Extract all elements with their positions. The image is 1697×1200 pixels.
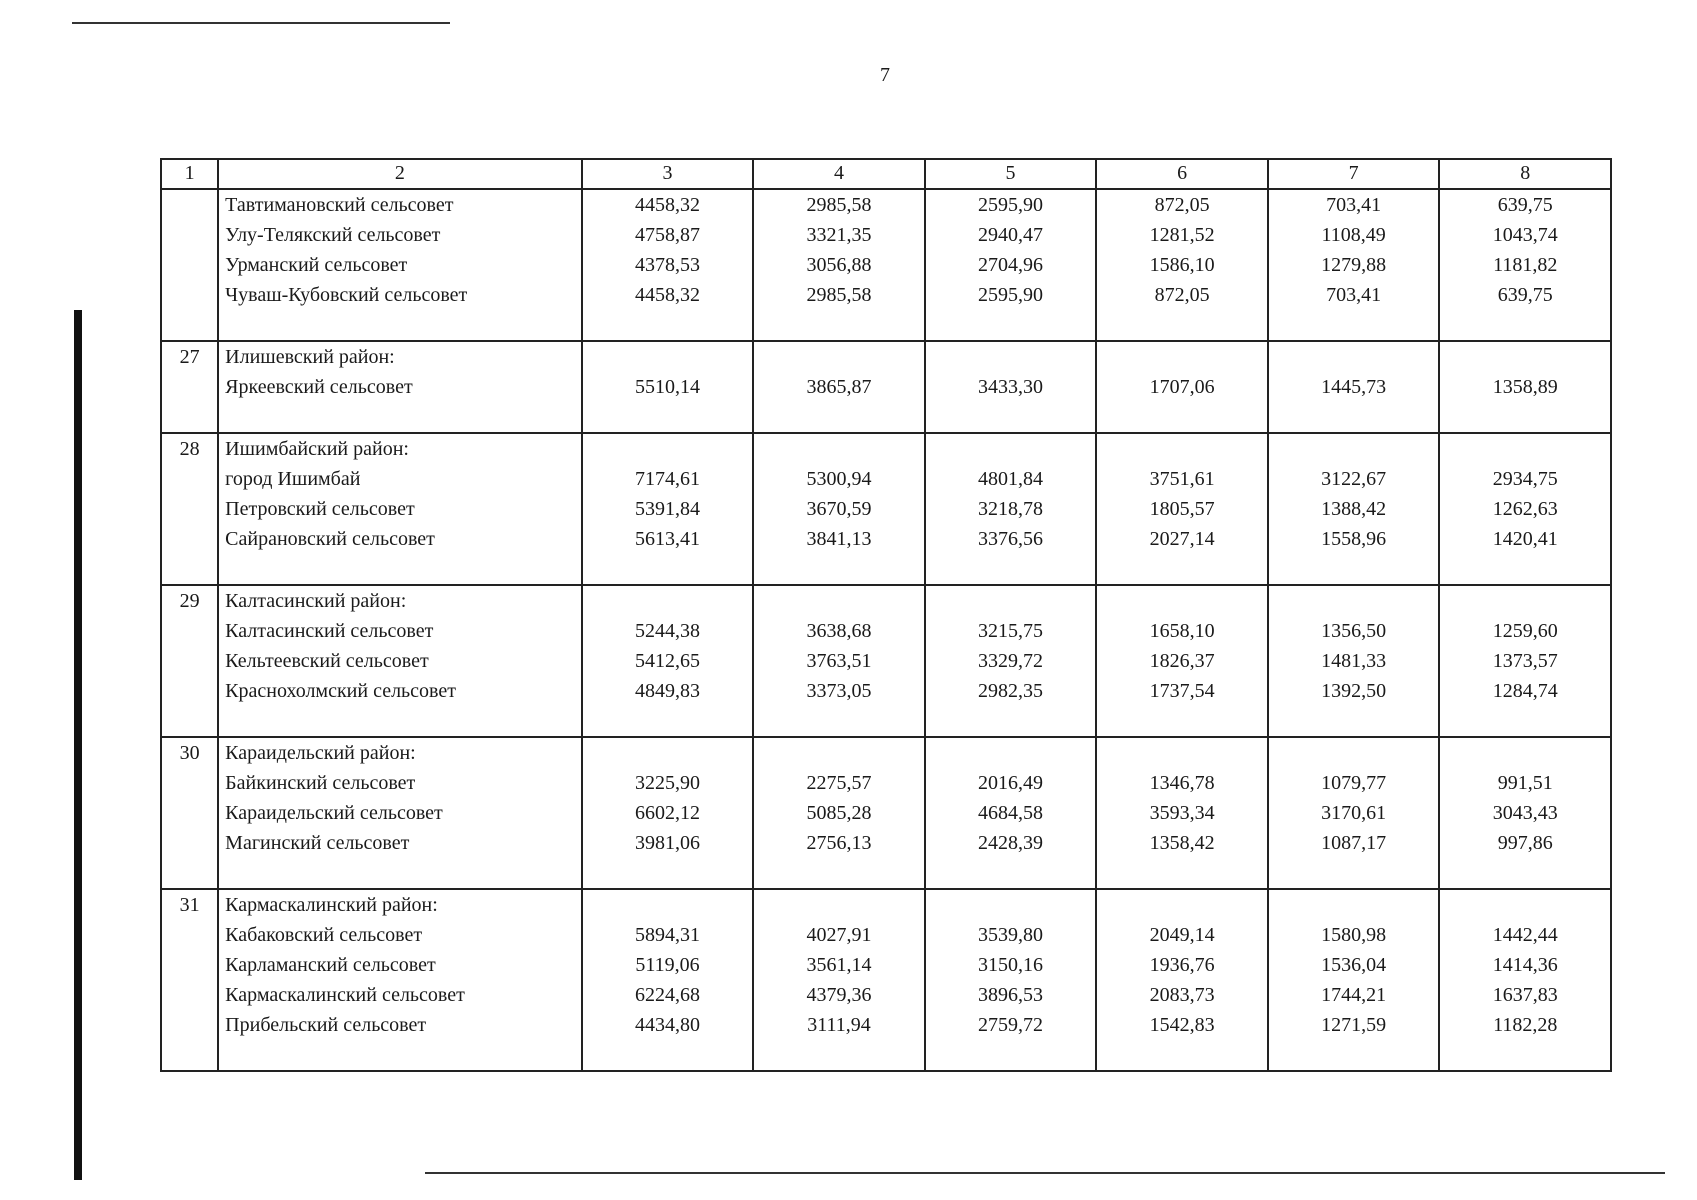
value-cell-col-6: [1096, 433, 1268, 585]
value: 6602,12: [634, 802, 700, 824]
title-spacer: [1446, 434, 1604, 464]
value: 1181,82: [1493, 254, 1558, 276]
value: 3376,56: [978, 528, 1044, 550]
value: 1373,57: [1492, 650, 1558, 672]
value-cell-col-6: [1096, 585, 1268, 737]
title-spacer: [589, 738, 747, 768]
row-number: 31: [179, 894, 200, 916]
value: 1356,50: [1321, 620, 1387, 642]
value-cell-col-4: [753, 585, 925, 737]
value: 1481,33: [1321, 650, 1387, 672]
value: 3170,61: [1321, 802, 1387, 824]
value: 3321,35: [806, 224, 872, 246]
value-cell-col-4: [753, 189, 925, 341]
row-padding: [225, 706, 575, 736]
value: 7174,61: [634, 468, 700, 490]
title-spacer: [1275, 342, 1433, 372]
value: 5412,65: [634, 650, 700, 672]
value: 5085,28: [806, 802, 872, 824]
title-spacer: [760, 738, 918, 768]
settlement-name: Чуваш-Кубовский сельсовет: [225, 284, 468, 306]
row-number-cell: [161, 341, 218, 433]
district-title: Ишимбайский район:: [225, 438, 409, 460]
value: 1271,59: [1321, 1014, 1387, 1036]
title-spacer: [1446, 342, 1604, 372]
value-cell-col-3: [582, 433, 754, 585]
header-cell: 6: [1096, 159, 1268, 189]
settlement-name: Байкинский сельсовет: [225, 772, 416, 794]
value-cell-col-3: [582, 737, 754, 889]
row-number: 29: [179, 590, 200, 612]
settlement-name: Краснохолмский сельсовет: [225, 680, 457, 702]
name-cell: [218, 585, 582, 737]
header-cell: 2: [218, 159, 582, 189]
title-spacer: [932, 738, 1090, 768]
row-number: 30: [179, 742, 200, 764]
value-cell-col-3: [582, 341, 754, 433]
settlement-name: город Ишимбай: [225, 468, 361, 490]
value: 3670,59: [806, 498, 872, 520]
title-spacer: [589, 890, 747, 920]
district-title: Илишевский район:: [225, 346, 395, 368]
value: 2595,90: [978, 284, 1044, 306]
value: 1182,28: [1493, 1014, 1558, 1036]
value: 1414,36: [1492, 954, 1558, 976]
value: 4801,84: [978, 468, 1044, 490]
value: 2985,58: [806, 194, 872, 216]
value: 6224,68: [634, 984, 700, 1006]
value: 872,05: [1154, 194, 1210, 216]
table-row: [161, 433, 1611, 585]
value: 3561,14: [806, 954, 872, 976]
title-spacer: [932, 890, 1090, 920]
settlement-name: Тавтимановский сельсовет: [225, 194, 454, 216]
value: 1542,83: [1149, 1014, 1215, 1036]
value: 1826,37: [1149, 650, 1215, 672]
value: 2704,96: [978, 254, 1044, 276]
value: 1281,52: [1149, 224, 1215, 246]
header-cell: 3: [582, 159, 754, 189]
title-spacer: [760, 342, 918, 372]
value: 2985,58: [806, 284, 872, 306]
header-cell: 1: [161, 159, 218, 189]
value: 1744,21: [1321, 984, 1387, 1006]
name-cell: [218, 737, 582, 889]
value: 1936,76: [1149, 954, 1215, 976]
settlement-name: Кабаковский сельсовет: [225, 924, 423, 946]
value: 5244,38: [634, 620, 700, 642]
value: 1388,42: [1321, 498, 1387, 520]
value: 1420,41: [1492, 528, 1558, 550]
table-row: [161, 889, 1611, 1071]
value: 703,41: [1326, 284, 1382, 306]
value-cell-col-8: [1439, 889, 1611, 1071]
value: 3056,88: [806, 254, 872, 276]
row-number-cell: [161, 889, 218, 1071]
title-spacer: [589, 342, 747, 372]
value: 5613,41: [634, 528, 700, 550]
row-padding: [225, 402, 575, 432]
row-number-cell: [161, 189, 218, 341]
district-title: Калтасинский район:: [225, 590, 407, 612]
value-cell-col-8: [1439, 341, 1611, 433]
value: 3638,68: [806, 620, 872, 642]
title-spacer: [589, 434, 747, 464]
value: 3218,78: [978, 498, 1044, 520]
value: 2756,13: [806, 832, 872, 854]
scan-artifact-top-line: [72, 22, 450, 24]
value: 1392,50: [1321, 680, 1387, 702]
row-number: 28: [179, 438, 200, 460]
value-cell-col-4: [753, 737, 925, 889]
value: 3373,05: [806, 680, 872, 702]
settlement-name: Петровский сельсовет: [225, 498, 415, 520]
value: 5391,84: [634, 498, 700, 520]
value: 5119,06: [635, 954, 700, 976]
title-spacer: [1275, 434, 1433, 464]
value: 1445,73: [1321, 376, 1387, 398]
value: 3150,16: [978, 954, 1044, 976]
value: 639,75: [1497, 194, 1553, 216]
settlement-name: Калтасинский сельсовет: [225, 620, 434, 642]
settlement-name: Караидельский сельсовет: [225, 802, 443, 824]
value: 2982,35: [978, 680, 1044, 702]
value: 2049,14: [1149, 924, 1215, 946]
value: 4458,32: [634, 194, 700, 216]
row-padding: [225, 310, 575, 340]
value: 5510,14: [634, 376, 700, 398]
table-row: [161, 341, 1611, 433]
value-cell-col-8: [1439, 189, 1611, 341]
district-title: Караидельский район:: [225, 742, 416, 764]
value-cell-col-7: [1268, 737, 1440, 889]
value-cell-col-5: [925, 889, 1097, 1071]
row-number-cell: [161, 737, 218, 889]
value: 1580,98: [1321, 924, 1387, 946]
value-cell-col-6: [1096, 341, 1268, 433]
value: 3329,72: [978, 650, 1044, 672]
value-cell-col-8: [1439, 585, 1611, 737]
value: 3433,30: [978, 376, 1044, 398]
value: 3215,75: [978, 620, 1044, 642]
value: 2595,90: [978, 194, 1044, 216]
value: 1707,06: [1149, 376, 1215, 398]
value: 3122,67: [1321, 468, 1387, 490]
title-spacer: [1275, 738, 1433, 768]
header-cell: 5: [925, 159, 1097, 189]
value: 2940,47: [978, 224, 1044, 246]
value-cell-col-7: [1268, 341, 1440, 433]
scan-artifact-left-edge: [74, 310, 82, 1180]
value: 4758,87: [634, 224, 700, 246]
value-cell-col-7: [1268, 889, 1440, 1071]
value: 1262,63: [1492, 498, 1558, 520]
value: 3539,80: [978, 924, 1044, 946]
value: 1346,78: [1149, 772, 1215, 794]
title-spacer: [1446, 738, 1604, 768]
value: 2934,75: [1492, 468, 1558, 490]
value: 3896,53: [978, 984, 1044, 1006]
title-spacer: [760, 434, 918, 464]
row-padding: [225, 858, 575, 888]
value: 639,75: [1497, 284, 1553, 306]
value: 1087,17: [1321, 832, 1387, 854]
title-spacer: [932, 586, 1090, 616]
value: 2027,14: [1149, 528, 1215, 550]
value-cell-col-4: [753, 889, 925, 1071]
value: 703,41: [1326, 194, 1382, 216]
value: 3751,61: [1149, 468, 1215, 490]
value-cell-col-8: [1439, 737, 1611, 889]
district-title: Кармаскалинский район:: [225, 894, 438, 916]
settlement-name: Магинский сельсовет: [225, 832, 410, 854]
title-spacer: [760, 890, 918, 920]
value: 1586,10: [1149, 254, 1215, 276]
value-cell-col-5: [925, 433, 1097, 585]
value-cell-col-3: [582, 585, 754, 737]
page-number: 7: [880, 64, 890, 86]
value-cell-col-3: [582, 189, 754, 341]
row-padding: [225, 1040, 575, 1070]
row-number-cell: [161, 585, 218, 737]
value-cell-col-4: [753, 341, 925, 433]
header-cell: 7: [1268, 159, 1440, 189]
title-spacer: [1275, 890, 1433, 920]
value: 1279,88: [1321, 254, 1387, 276]
value: 1737,54: [1149, 680, 1215, 702]
title-spacer: [1275, 586, 1433, 616]
row-padding: [225, 554, 575, 584]
value: 1805,57: [1149, 498, 1215, 520]
value: 1658,10: [1149, 620, 1215, 642]
value: 3593,34: [1149, 802, 1215, 824]
value: 4684,58: [978, 802, 1044, 824]
title-spacer: [760, 586, 918, 616]
settlement-name: Прибельский сельсовет: [225, 1014, 427, 1036]
value: 1442,44: [1492, 924, 1558, 946]
row-number-cell: [161, 433, 218, 585]
header-cell: 8: [1439, 159, 1611, 189]
value: 4378,53: [634, 254, 700, 276]
value-cell-col-7: [1268, 433, 1440, 585]
name-cell: [218, 189, 582, 341]
value: 1043,74: [1492, 224, 1558, 246]
value: 3981,06: [634, 832, 700, 854]
settlement-name: Кармаскалинский сельсовет: [225, 984, 465, 1006]
value-cell-col-6: [1096, 737, 1268, 889]
title-spacer: [1103, 342, 1261, 372]
name-cell: [218, 433, 582, 585]
value-cell-col-7: [1268, 585, 1440, 737]
value: 1108,49: [1321, 224, 1386, 246]
row-number: 27: [179, 346, 200, 368]
title-spacer: [589, 586, 747, 616]
value: 3111,94: [807, 1014, 871, 1036]
value: 4379,36: [806, 984, 872, 1006]
name-cell: [218, 889, 582, 1071]
value: 2275,57: [806, 772, 872, 794]
name-cell: [218, 341, 582, 433]
value-cell-col-7: [1268, 189, 1440, 341]
value: 1358,89: [1492, 376, 1558, 398]
value: 1637,83: [1492, 984, 1558, 1006]
title-spacer: [1103, 890, 1261, 920]
title-spacer: [932, 434, 1090, 464]
value-cell-col-3: [582, 889, 754, 1071]
header-row: [161, 159, 1611, 189]
settlement-name: Урманский сельсовет: [225, 254, 408, 276]
table-row: [161, 585, 1611, 737]
table-row: [161, 737, 1611, 889]
value: 991,51: [1497, 772, 1553, 794]
header-cell: 4: [753, 159, 925, 189]
title-spacer: [1103, 586, 1261, 616]
value: 5894,31: [634, 924, 700, 946]
value: 4434,80: [634, 1014, 700, 1036]
title-spacer: [932, 342, 1090, 372]
value: 997,86: [1497, 832, 1553, 854]
value-cell-col-5: [925, 585, 1097, 737]
value-cell-col-5: [925, 341, 1097, 433]
value-cell-col-6: [1096, 889, 1268, 1071]
settlement-name: Яркеевский сельсовет: [225, 376, 413, 398]
value: 5300,94: [806, 468, 872, 490]
value: 4849,83: [634, 680, 700, 702]
value: 1558,96: [1321, 528, 1387, 550]
row-number: [168, 190, 211, 220]
settlement-name: Кельтеевский сельсовет: [225, 650, 429, 672]
value: 3763,51: [806, 650, 872, 672]
value: 3043,43: [1492, 802, 1558, 824]
scan-artifact-bottom-line: [425, 1172, 1665, 1174]
value: 4027,91: [806, 924, 872, 946]
value: 1259,60: [1492, 620, 1558, 642]
title-spacer: [1446, 586, 1604, 616]
data-table: [160, 158, 1612, 1072]
title-spacer: [1103, 434, 1261, 464]
value: 4458,32: [634, 284, 700, 306]
value: 1536,04: [1321, 954, 1387, 976]
value: 3865,87: [806, 376, 872, 398]
value: 1079,77: [1321, 772, 1387, 794]
value-cell-col-5: [925, 737, 1097, 889]
value: 2428,39: [978, 832, 1044, 854]
title-spacer: [1103, 738, 1261, 768]
settlement-name: Карламанский сельсовет: [225, 954, 436, 976]
value: 1284,74: [1492, 680, 1558, 702]
value: 1358,42: [1149, 832, 1215, 854]
value: 3841,13: [806, 528, 872, 550]
value: 872,05: [1154, 284, 1210, 306]
table-row: [161, 189, 1611, 341]
value: 2016,49: [978, 772, 1044, 794]
settlement-name: Сайрановский сельсовет: [225, 528, 435, 550]
value: 3225,90: [634, 772, 700, 794]
title-spacer: [1446, 890, 1604, 920]
value-cell-col-6: [1096, 189, 1268, 341]
value-cell-col-4: [753, 433, 925, 585]
value: 2759,72: [978, 1014, 1044, 1036]
value-cell-col-5: [925, 189, 1097, 341]
value-cell-col-8: [1439, 433, 1611, 585]
value: 2083,73: [1149, 984, 1215, 1006]
settlement-name: Улу-Телякский сельсовет: [225, 224, 441, 246]
